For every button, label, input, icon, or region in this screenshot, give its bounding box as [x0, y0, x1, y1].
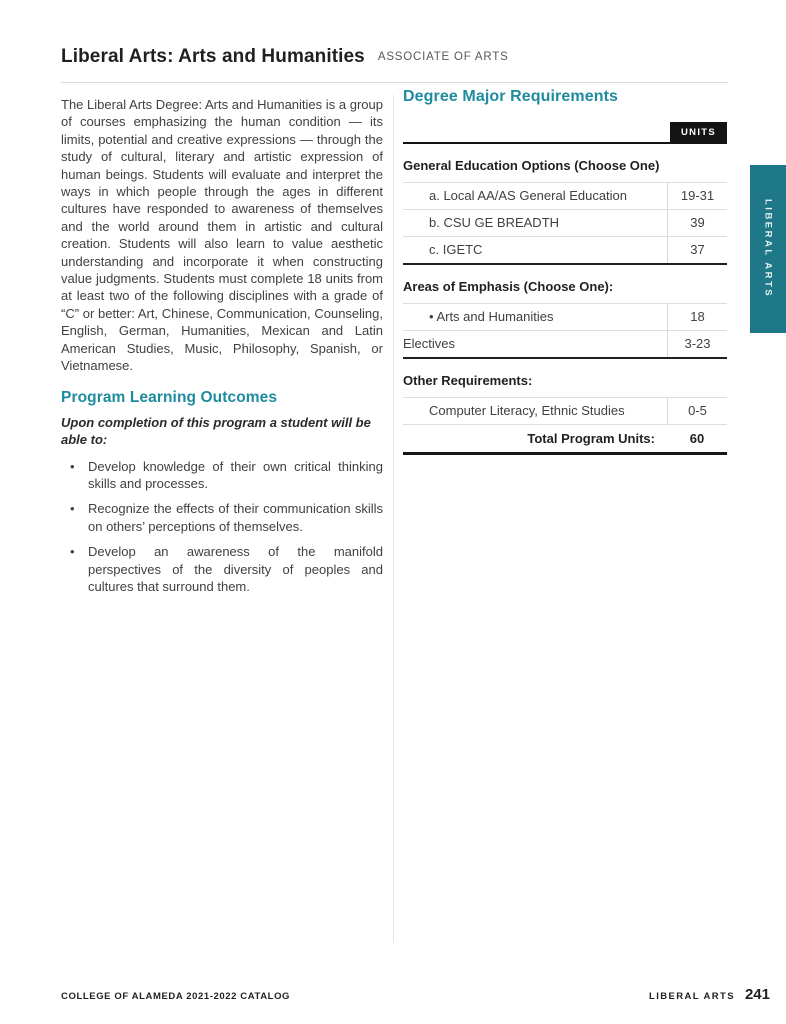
side-tab-label: LIBERAL ARTS	[762, 199, 774, 299]
requirement-units: 0-5	[667, 398, 727, 424]
requirements-column	[403, 88, 727, 455]
table-total-row	[403, 424, 727, 455]
table-row	[403, 236, 727, 263]
requirement-label: b. CSU GE BREADTH	[429, 215, 560, 230]
units-column-header: UNITS	[670, 122, 727, 142]
outcomes-intro: Upon completion of this program a student will be able to:	[61, 414, 371, 447]
requirement-units: 19-31	[667, 183, 727, 209]
outcome-list-item	[61, 458, 383, 493]
requirements-heading: Degree Major Requirements	[403, 88, 619, 105]
description-column	[61, 90, 383, 603]
bullet-icon: •	[70, 501, 75, 517]
footer-catalog-label: COLLEGE OF ALAMEDA 2021-2022 CATALOG	[61, 991, 291, 1002]
title-divider	[61, 82, 728, 83]
total-units: 60	[689, 431, 705, 446]
requirement-label: Electives	[403, 336, 456, 351]
table-section-header: Areas of Emphasis (Choose One):	[403, 279, 614, 294]
outcome-text: Develop an awareness of the manifold perspectives of the diversity of peoples and cultures that surround them.	[88, 544, 383, 594]
requirement-label: c. IGETC	[429, 242, 483, 257]
requirement-label: a. Local AA/AS General Education	[429, 188, 628, 203]
outcome-text: Recognize the effects of their communication skills on others’ perceptions of themselves.	[88, 501, 383, 534]
outcomes-list	[61, 458, 383, 596]
column-divider	[393, 95, 394, 943]
table-header-row	[403, 122, 727, 144]
footer-section-label: LIBERAL ARTS	[649, 991, 735, 1002]
total-label: Total Program Units:	[527, 431, 655, 446]
bullet-icon: •	[70, 458, 75, 474]
table-row	[403, 330, 727, 357]
table-row	[403, 182, 727, 209]
table-section-header: Other Requirements:	[403, 373, 533, 388]
page-footer	[61, 986, 770, 1003]
side-tab-liberal-arts	[750, 165, 786, 333]
table-section-header: General Education Options (Choose One)	[403, 158, 660, 173]
outcome-list-item	[61, 500, 383, 535]
degree-type-label: ASSOCIATE OF ARTS	[377, 51, 509, 63]
page-header	[61, 46, 727, 68]
page-title: Liberal Arts: Arts and Humanities	[61, 46, 365, 67]
program-description: The Liberal Arts Degree: Arts and Humanities is a group of courses emphasizing the human condition — its limits, potential and creative expressions — through the study of cultural, literary and artistic expression of human beings. Students will evaluate and interpret the ways in which people through the ages in different cultures have responded to awareness of themselves and the world around them in artistic and cultural creation. Students will also learn to value aesthetic understanding and incorporate it when constructing value judgments. Students must complete 18 units from at least two of the following disciplines with a grade of “C” or better: Art, Chinese, Communication, Counseling, English, German, Humanities, Mexican and Latin American Studies, Music, Philosophy, Spanish, or Vietnamese.	[61, 97, 383, 374]
requirement-units: 39	[667, 210, 727, 236]
table-row	[403, 209, 727, 236]
requirement-label: Computer Literacy, Ethnic Studies	[429, 403, 625, 418]
requirement-label: • Arts and Humanities	[429, 309, 554, 324]
requirement-units: 37	[667, 237, 727, 263]
requirements-table	[403, 144, 727, 455]
table-row	[403, 397, 727, 424]
requirement-units: 3-23	[667, 331, 727, 357]
outcome-text: Develop knowledge of their own critical thinking skills and processes.	[88, 458, 383, 491]
bullet-icon: •	[70, 544, 75, 560]
footer-right-group	[649, 986, 770, 1003]
requirement-units: 18	[667, 304, 727, 330]
page-number: 241	[744, 986, 770, 1003]
table-row	[403, 303, 727, 330]
outcome-list-item	[61, 543, 383, 595]
outcomes-heading: Program Learning Outcomes	[61, 388, 278, 406]
